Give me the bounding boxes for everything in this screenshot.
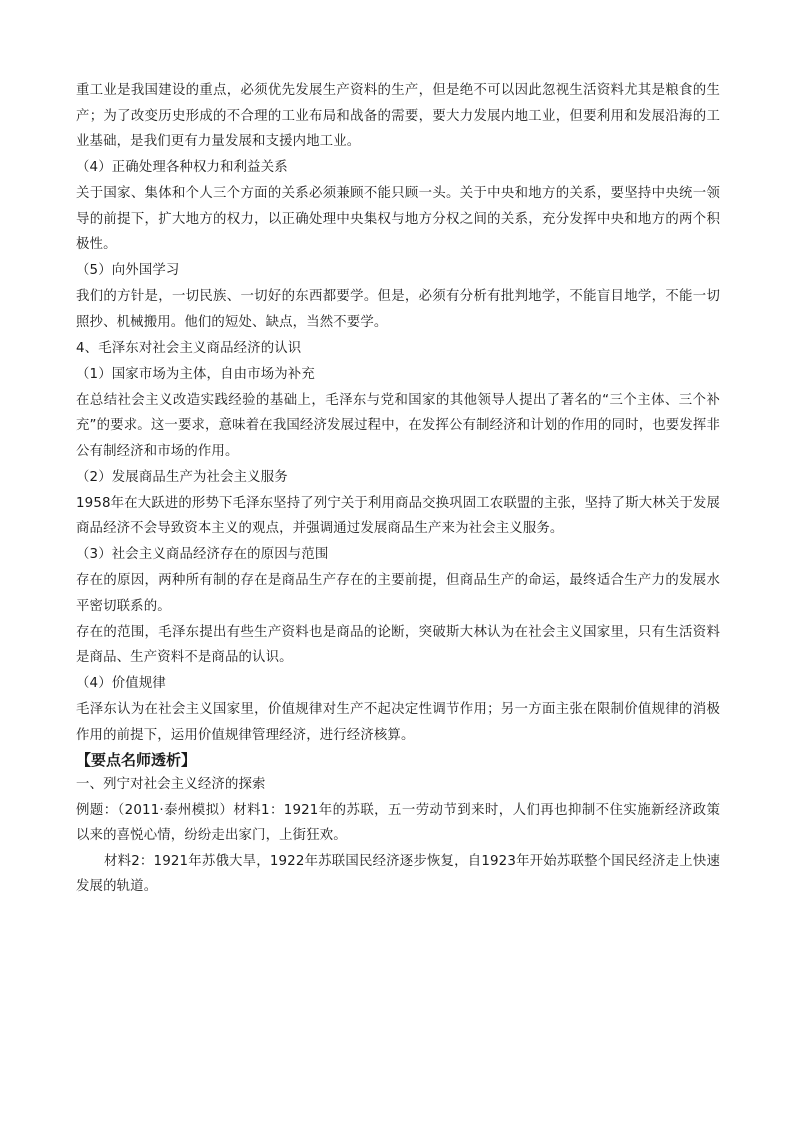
paragraph-great-leap: 1958年在大跃进的形势下毛泽东坚持了列宁关于利用商品交换巩固工农联盟的主张，坚持了斯大林关于发展商品经济不会导致资本主义的观点，并强调通过发展商品生产来为社会主义服务。 xyxy=(76,495,721,536)
section-mao-commodity-economy: 4、毛泽东对社会主义商品经济的认识 xyxy=(76,340,302,356)
material-two: 材料2：1921年苏俄大旱，1922年苏联国民经济逐步恢复，自1923年开始苏联整个国民经济走上快速发展的轨道。 xyxy=(76,853,720,894)
paragraph-state-collective-individual: 关于国家、集体和个人三个方面的关系必须兼顾不能只顾一头。关于中央和地方的关系，要坚持中央统一领导的前提下，扩大地方的权力，以正确处理中央集权与地方分权之间的关系，充分发挥中央和地方的两个积极性。 xyxy=(76,186,720,252)
subsection-lenin-exploration: 一、列宁对社会主义经济的探索 xyxy=(76,777,266,792)
subheading-learn-foreign: （5）向外国学习 xyxy=(76,263,180,278)
subheading-commodity-production: （2）发展商品生产为社会主义服务 xyxy=(76,469,288,485)
paragraph-heavy-industry: 重工业是我国建设的重点，必须优先发展生产资料的生产，但是绝不可以因此忽视生活资料尤其是粮食的生产；为了改变历史形成的不合理的工业布局和战备的需要，要大力发展内地工业，但要利用和发展沿海的工业基础，是我们更有力量发展和支援内地工业。 xyxy=(76,83,720,149)
paragraph-reason: 存在的原因，两种所有制的存在是商品生产存在的主要前提，但商品生产的命运，最终适合生产力的发展水平密切联系的。 xyxy=(76,573,720,614)
subheading-state-market: （1）国家市场为主体，自由市场为补充 xyxy=(76,366,315,382)
paragraph-scope: 存在的范围，毛泽东提出有些生产资料也是商品的论断，突破斯大林认为在社会主义国家里，只有生活资料是商品、生产资料不是商品的认识。 xyxy=(76,624,720,665)
subheading-reason-scope: （3）社会主义商品经济存在的原因与范围 xyxy=(76,547,329,562)
subheading-power-interests: （4）正确处理各种权力和利益关系 xyxy=(76,160,288,175)
example-question: 例题：（2011·泰州模拟）材料1：1921年的苏联，五一劳动节到来时，人们再也抑制不住实施新经济政策以来的喜悦心情，纷纷走出家门，上街狂欢。 xyxy=(76,802,720,843)
paragraph-value-law: 毛泽东认为在社会主义国家里，价值规律对生产不起决定性调节作用；另一方面主张在限制价值规律的消极作用的前提下，运用价值规律管理经济，进行经济核算。 xyxy=(76,702,720,743)
section-title-key-points: 【要点名师透析】 xyxy=(76,751,197,769)
subheading-value-law: （4）价值规律 xyxy=(76,676,166,691)
document-page xyxy=(76,78,720,900)
paragraph-policy-learning: 我们的方针是，一切民族、一切好的东西都要学。但是，必须有分析有批判地学，不能盲目地学，不能一切照抄、机械搬用。他们的短处、缺点，当然不要学。 xyxy=(76,289,720,330)
paragraph-three-main-three-supplement: 在总结社会主义改造实践经验的基础上，毛泽东与党和国家的其他领导人提出了著名的“三个主体、三个补充”的要求。这一要求，意味着在我国经济发展过程中，在发挥公有制经济和计划的作用的同时，也要发挥非公有制经济和市场的作用。 xyxy=(76,392,720,459)
